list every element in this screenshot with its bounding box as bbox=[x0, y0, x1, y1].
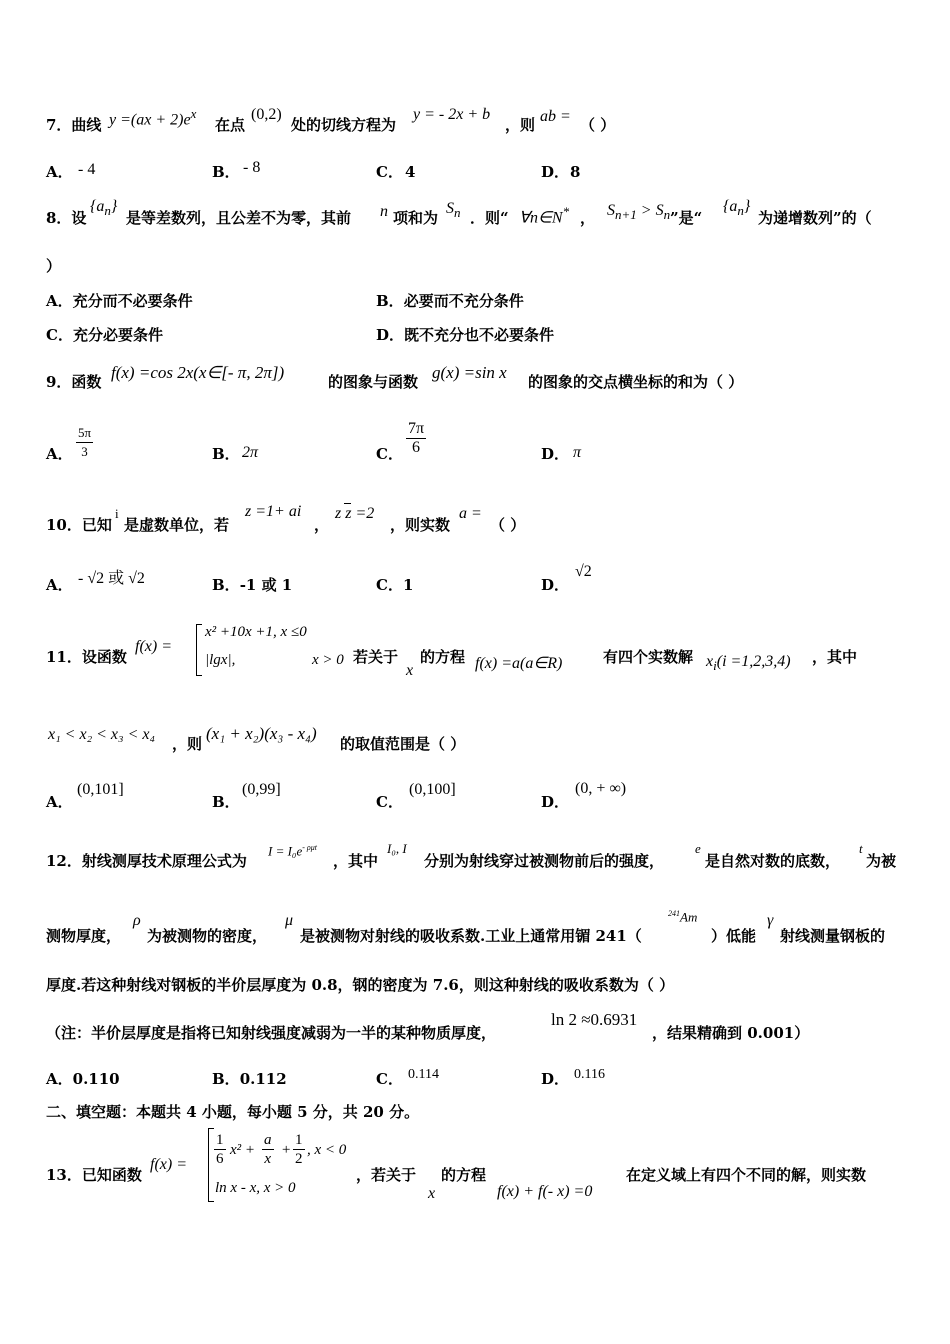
q7-tangent-eq: y = - 2x + b bbox=[413, 106, 491, 123]
q12-mu: μ bbox=[285, 912, 294, 929]
q12-note-2: ，结果精确到 0.001） bbox=[652, 1024, 810, 1042]
q11-option-c: (0,100] bbox=[409, 781, 456, 798]
q8-text-2: 是等差数列，且公差不为零，其前 bbox=[126, 209, 352, 227]
q12-formula: $I = I_0e^{- \rho\mu t}$ bbox=[268, 843, 317, 859]
q10-option-d: √2 bbox=[575, 563, 592, 580]
q7-option-c: 4 bbox=[405, 163, 416, 181]
q10-text: 10．已知 bbox=[46, 516, 112, 534]
q12-t: t bbox=[859, 841, 863, 856]
q13-plus: + bbox=[281, 1142, 292, 1158]
q7-paren: （ ） bbox=[580, 116, 616, 134]
q7-text-4: ，则 bbox=[505, 116, 536, 134]
q11-expr: (x₁ + x₂)(x₃ - x₄) bbox=[206, 724, 317, 743]
q9-option-c: $\frac{7\pi}{6}$ bbox=[408, 420, 425, 456]
q10-i: i bbox=[115, 506, 119, 521]
q7-option-d-label: D． bbox=[541, 163, 570, 181]
q11-option-b-label: B． bbox=[212, 793, 240, 811]
q9-option-d-label: D． bbox=[541, 445, 570, 463]
q10-z: z =1+ ai bbox=[245, 503, 302, 520]
q13-eq: f(x) + f(- x) =0 bbox=[497, 1183, 593, 1200]
q9-text-2: 的图象与函数 bbox=[328, 373, 419, 391]
q11-f: f(x) = bbox=[135, 638, 172, 655]
q11-x: x bbox=[406, 662, 414, 679]
q11-text-5: ，其中 bbox=[812, 648, 858, 666]
q12-text-3: 分别为射线穿过被测物前后的强度， bbox=[424, 852, 665, 870]
q11-option-c-label: C． bbox=[376, 793, 403, 811]
q11-text-6: ，则 bbox=[172, 735, 203, 753]
q12-line-2e: 射线测量钢板的 bbox=[780, 927, 886, 945]
q7-text: 7．曲线 bbox=[46, 116, 102, 134]
q12-am: $^{241}$Am bbox=[668, 909, 698, 925]
q12-gamma: γ bbox=[767, 912, 774, 929]
q12-option-a: A．0.110 bbox=[46, 1070, 120, 1088]
q13-text-4: 在定义域上有四个不同的解，则实数 bbox=[626, 1166, 867, 1184]
q11-text: 11．设函数 bbox=[46, 648, 127, 666]
q12-rho: ρ bbox=[133, 912, 141, 929]
q8-sn: $S_n$ bbox=[446, 200, 461, 221]
q8-text-3: 项和为 bbox=[393, 209, 439, 227]
q11-xi: $x_i(i =1,2,3,4)$ bbox=[706, 653, 791, 674]
q12-line-2b: 为被测物的密度， bbox=[147, 927, 268, 945]
q8-ineq: $S_{n+1} > S_n$ bbox=[607, 202, 671, 223]
q12-note-1: （注：半价层厚度是指将已知射线强度减弱为一半的某种物质厚度， bbox=[46, 1024, 497, 1042]
q10-option-a-label: A． bbox=[46, 576, 73, 594]
q8-an-2: $\{a_n\}$ bbox=[723, 198, 751, 219]
q9-f: f(x) =cos 2x(x∈[- π, 2π]) bbox=[111, 363, 285, 382]
q9-text-3: 的图象的交点横坐标的和为（ ） bbox=[528, 373, 744, 391]
q8-option-d: D．既不充分也不必要条件 bbox=[376, 326, 555, 344]
q10-text-4: ，则实数 bbox=[390, 516, 451, 534]
q11-option-b: (0,99] bbox=[242, 781, 281, 798]
q11-case-2-cond: x > 0 bbox=[312, 652, 344, 668]
q11-option-a-label: A． bbox=[46, 793, 73, 811]
q11-option-a: (0,101] bbox=[77, 781, 124, 798]
conjugate-bar bbox=[344, 503, 351, 504]
q9-g: g(x) =sin x bbox=[432, 363, 507, 382]
q12-ln2: ln 2 ≈0.6931 bbox=[551, 1010, 638, 1029]
q8-option-b: B．必要而不充分条件 bbox=[376, 292, 524, 310]
q13-x: x bbox=[428, 1185, 436, 1202]
q13-f: f(x) = bbox=[150, 1156, 187, 1173]
q8-forall: ∀n∈N* bbox=[519, 204, 570, 227]
q9-option-b: 2π bbox=[242, 444, 259, 461]
q10-option-d-label: D． bbox=[541, 576, 570, 594]
q7-ab: ab = bbox=[540, 108, 571, 125]
q12-i0: I₀, I bbox=[387, 841, 407, 856]
q12-option-c: 0.114 bbox=[408, 1067, 439, 1082]
q9-option-a-label: A． bbox=[46, 445, 73, 463]
q7-option-a-label: A． bbox=[46, 163, 73, 181]
q11-text-3: 的方程 bbox=[420, 648, 466, 666]
q13-text: 13．已知函数 bbox=[46, 1166, 142, 1184]
q7-curve-eq: $y =(ax + 2)e^x$ bbox=[109, 106, 197, 129]
q13-frac-1: $\frac{1}{6}$ bbox=[216, 1132, 224, 1167]
q11-text-2: 若关于 bbox=[353, 648, 399, 666]
q13-text-2: ，若关于 bbox=[356, 1166, 417, 1184]
q11-text-4: 有四个实数解 bbox=[603, 648, 694, 666]
q7-text-3: 处的切线方程为 bbox=[291, 116, 397, 134]
q7-option-b: - 8 bbox=[243, 159, 261, 176]
q10-a: a = bbox=[459, 505, 482, 522]
q8-n: n bbox=[380, 203, 388, 220]
q10-text-5: （ ） bbox=[490, 516, 526, 534]
q9-option-a: $\frac{5\pi}{3}$ bbox=[78, 425, 92, 459]
q13-case-2: ln x - x, x > 0 bbox=[215, 1180, 296, 1196]
q12-line-2d: ）低能 bbox=[711, 927, 757, 945]
q8-text-7: ） bbox=[46, 257, 62, 275]
q12-line-2a: 测物厚度， bbox=[46, 927, 122, 945]
q11-order: x₁ < x₂ < x₃ < x₄ bbox=[48, 726, 156, 743]
q8-text-6: 为递增数列”的（ bbox=[758, 209, 872, 227]
q12-e: e bbox=[695, 841, 701, 856]
q7-option-a: - 4 bbox=[78, 161, 96, 178]
q12-option-c-label: C． bbox=[376, 1070, 403, 1088]
q11-option-d-label: D． bbox=[541, 793, 570, 811]
q13-cond-1: , x < 0 bbox=[307, 1142, 347, 1158]
q10-option-b: B．-1 或 1 bbox=[212, 576, 293, 594]
q10-text-2: 是虚数单位，若 bbox=[124, 516, 230, 534]
q11-option-d: (0, + ∞) bbox=[575, 780, 627, 797]
q7-point: (0,2) bbox=[251, 106, 282, 123]
q8-text: 8．设 bbox=[46, 209, 87, 227]
q12-text-2: ，其中 bbox=[333, 852, 379, 870]
q12-text: 12．射线测厚技术原理公式为 bbox=[46, 852, 247, 870]
q12-option-d-label: D． bbox=[541, 1070, 570, 1088]
q9-option-c-label: C． bbox=[376, 445, 403, 463]
q12-text-5: 为被 bbox=[866, 852, 897, 870]
q9-option-d: π bbox=[573, 444, 582, 461]
q8-text-5: ”是“ bbox=[670, 209, 703, 227]
q13-x2: x² + bbox=[230, 1142, 256, 1158]
q7-option-d: 8 bbox=[570, 163, 581, 181]
section-heading: 二、填空题：本题共 4 小题，每小题 5 分，共 20 分。 bbox=[46, 1103, 420, 1121]
q8-comma: ， bbox=[580, 209, 596, 227]
q11-case-2: |lgx|, bbox=[205, 652, 236, 668]
q13-text-3: 的方程 bbox=[441, 1166, 487, 1184]
q10-zz: z z =2 bbox=[335, 505, 375, 522]
q12-option-d: 0.116 bbox=[574, 1067, 605, 1082]
q12-text-4: 是自然对数的底数， bbox=[705, 852, 841, 870]
q7-option-b-label: B． bbox=[212, 163, 240, 181]
q11-eq: f(x) =a(a∈R) bbox=[475, 655, 563, 672]
q7-option-c-label: C． bbox=[376, 163, 403, 181]
q8-option-a: A．充分而不必要条件 bbox=[46, 292, 193, 310]
q11-text-7: 的取值范围是（ ） bbox=[340, 735, 466, 753]
q12-line-2c: 是被测物对射线的吸收系数.工业上通常用镅 241（ bbox=[300, 927, 642, 945]
q11-case-1: x² +10x +1, x ≤0 bbox=[205, 624, 307, 640]
q8-text-4: ．则“ bbox=[470, 209, 509, 227]
q10-text-3: ， bbox=[314, 516, 330, 534]
q12-option-b: B．0.112 bbox=[212, 1070, 287, 1088]
q9-text: 9．函数 bbox=[46, 373, 102, 391]
q8-an: $\{a_n\}$ bbox=[90, 198, 118, 219]
q8-option-c: C．充分必要条件 bbox=[46, 326, 163, 344]
q9-option-b-label: B． bbox=[212, 445, 240, 463]
q13-frac-2: $\frac{a}{x}$ bbox=[264, 1132, 272, 1167]
q12-line-3: 厚度.若这种射线对钢板的半价层厚度为 0.8，钢的密度为 7.6，则这种射线的吸收系数为（ ） bbox=[46, 976, 675, 994]
q10-option-a: - √2 或 √2 bbox=[78, 570, 145, 587]
q7-text-2: 在点 bbox=[215, 116, 246, 134]
q10-option-c: C．1 bbox=[376, 576, 414, 594]
q13-frac-3: $\frac{1}{2}$ bbox=[295, 1132, 303, 1167]
q11-brace bbox=[196, 624, 202, 676]
